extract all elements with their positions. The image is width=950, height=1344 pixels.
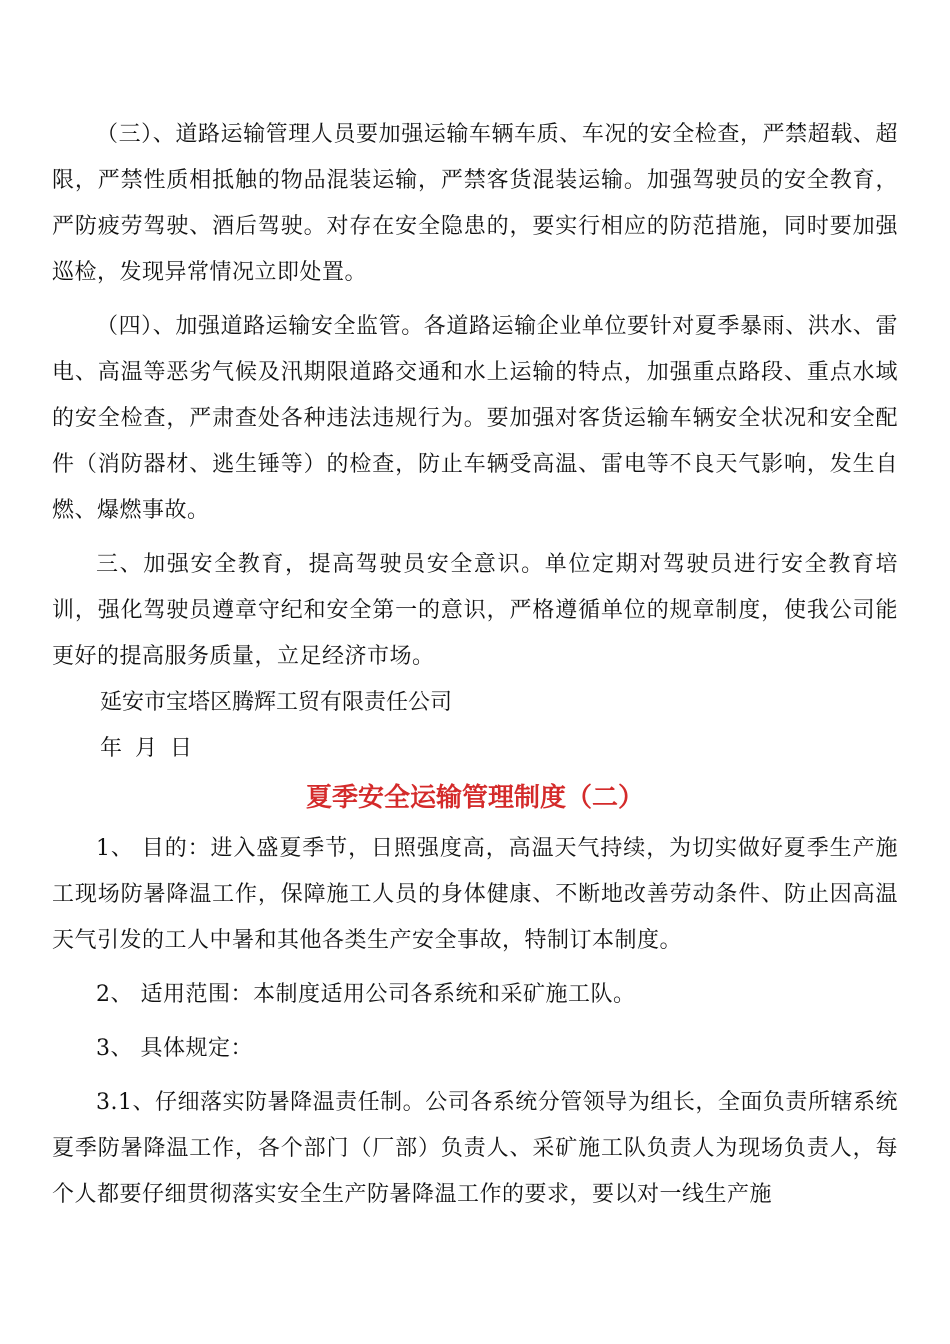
paragraph-scope: 2、 适用范围：本制度适用公司各系统和采矿施工队。 (96, 982, 636, 1007)
paragraph-responsibility: 3.1、仔细落实防暑降温责任制。公司各系统分管领导为组长，全面负责所辖系统夏季防暑降温工作，各个部门（厂部）负责人、采矿施工队负责人为现场负责人，每个人都要仔细贯彻落实安全生产防暑降温工作的要求，要以对一线生产施 (52, 1090, 898, 1207)
paragraph-provisions-heading: 3、 具体规定： (96, 1036, 253, 1061)
paragraph-safety-education: 三、加强安全教育，提高驾驶员安全意识。单位定期对驾驶员进行安全教育培训，强化驾驶员遵章守纪和安全第一的意识，严格遵循单位的规章制度，使我公司能更好的提高服务质量，立足经济市场。 (52, 552, 898, 669)
company-signature: 延安市宝塔区腾辉工贸有限责任公司 (100, 690, 453, 715)
paragraph-road-transport-checks: （三）、道路运输管理人员要加强运输车辆车质、车况的安全检查，严禁超载、超限，严禁性质相抵触的物品混装运输，严禁客货混装运输。加强驾驶员的安全教育，严防疲劳驾驶、酒后驾驶。对存在安全隐患的，要实行相应的防范措施，同时要加强巡检，发现异常情况立即处置。 (52, 122, 898, 285)
paragraph-road-transport-supervision: （四）、加强道路运输安全监管。各道路运输企业单位要针对夏季暴雨、洪水、雷电、高温等恶劣气候及汛期限道路交通和水上运输的特点，加强重点路段、重点水域的安全检查，严肃查处各种违法违规行为。要加强对客货运输车辆安全状况和安全配件（消防器材、逃生锤等）的检查，防止车辆受高温、雷电等不良天气影响，发生自燃、爆燃事故。 (52, 314, 898, 523)
section-title: 夏季安全运输管理制度（二） (305, 783, 644, 813)
signature-date: 年 月 日 (100, 736, 192, 761)
paragraph-purpose: 1、 目的：进入盛夏季节，日照强度高，高温天气持续，为切实做好夏季生产施工现场防暑降温工作，保障施工人员的身体健康、不断地改善劳动条件、防止因高温天气引发的工人中暑和其他各类生产安全事故，特制订本制度。 (52, 836, 898, 953)
